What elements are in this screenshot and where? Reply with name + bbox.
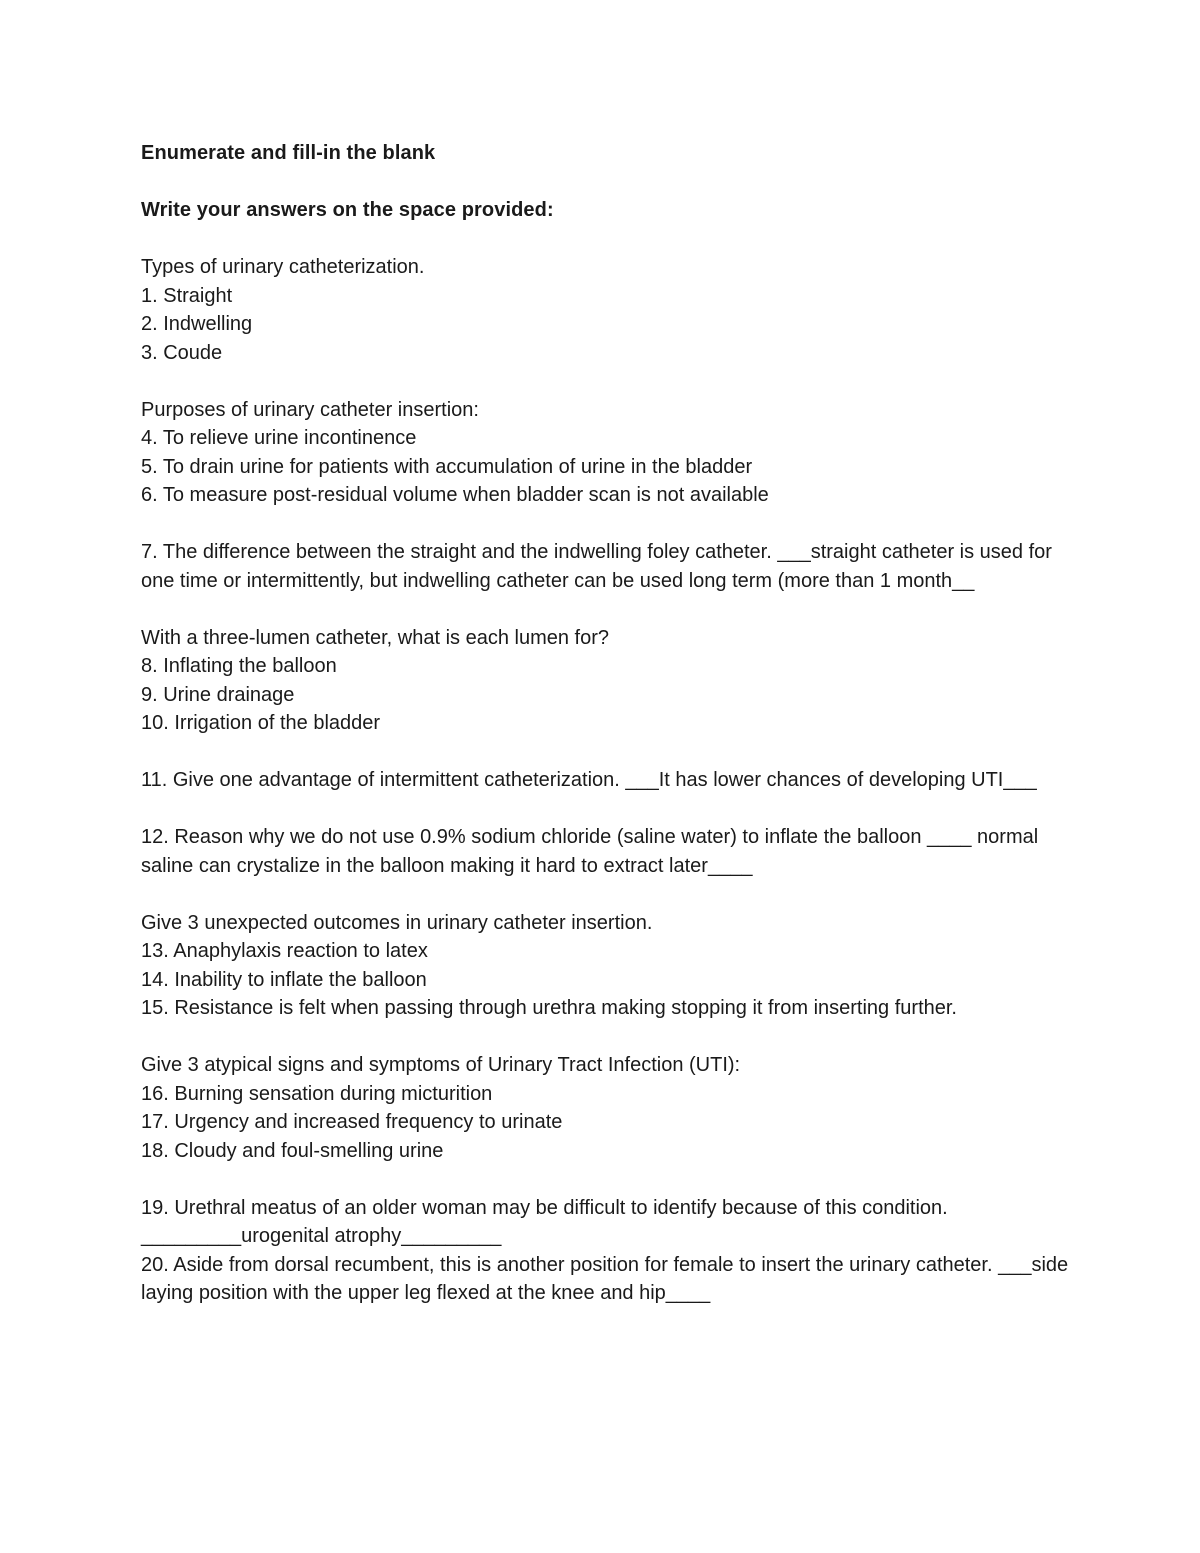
outcomes-prompt: Give 3 unexpected outcomes in urinary catheter insertion. <box>141 911 653 934</box>
list-item: 16. Burning sensation during micturition <box>141 1082 493 1105</box>
list-item: 13. Anaphylaxis reaction to latex <box>141 940 428 962</box>
list-item: 5. To drain urine for patients with accumulation of urine in the bladder <box>141 455 753 478</box>
list-item: 10. Irrigation of the bladder <box>141 712 381 734</box>
list-item: 17. Urgency and increased frequency to urinate <box>141 1111 563 1133</box>
uti-prompt: Give 3 atypical signs and symptoms of Urinary Tract Infection (UTI): <box>141 1054 741 1076</box>
spacer <box>141 595 1071 624</box>
list-item: 14. Inability to inflate the balloon <box>141 968 427 991</box>
spacer <box>141 168 1071 197</box>
list-item: 2. Indwelling <box>141 313 253 335</box>
answer-19: _________urogenital atrophy_________ <box>141 1225 502 1247</box>
question-11: 11. Give one advantage of intermittent catheterization. ___It has lower chances of developing UTI___ <box>141 769 1037 791</box>
list-item: 9. Urine drainage <box>141 683 295 706</box>
list-item: 8. Inflating the balloon <box>141 655 337 677</box>
spacer <box>141 1165 1071 1194</box>
list-item: 1. Straight <box>141 284 233 307</box>
list-item: 6. To measure post-residual volume when bladder scan is not available <box>141 484 769 506</box>
question-20: 20. Aside from dorsal recumbent, this is another position for female to insert the urinary catheter. ___side laying position with the upper leg flexed at the knee and hip____ <box>141 1253 1069 1304</box>
spacer <box>141 225 1071 254</box>
page-title: Enumerate and fill-in the blank <box>141 142 436 164</box>
lumen-prompt: With a three-lumen catheter, what is each lumen for? <box>141 626 610 649</box>
list-item: 4. To relieve urine incontinence <box>141 427 417 449</box>
types-prompt: Types of urinary catheterization. <box>141 256 425 278</box>
list-item: 15. Resistance is felt when passing through urethra making stopping it from inserting further. <box>141 997 957 1019</box>
spacer <box>141 795 1071 824</box>
spacer <box>141 880 1071 909</box>
question-12: 12. Reason why we do not use 0.9% sodium chloride (saline water) to inflate the balloon ____ normal saline can crystalize in the balloon making it hard to extract later____ <box>141 826 1039 877</box>
spacer <box>141 510 1071 539</box>
instructions: Write your answers on the space provided: <box>141 199 554 221</box>
spacer <box>141 738 1071 767</box>
question-19: 19. Urethral meatus of an older woman may be difficult to identify because of this condition. <box>141 1196 948 1219</box>
question-7: 7. The difference between the straight and the indwelling foley catheter. ___straight catheter is used for one time or intermittently, but indwelling catheter can be used long term (more than 1 month__ <box>141 541 1052 592</box>
purposes-prompt: Purposes of urinary catheter insertion: <box>141 398 479 421</box>
list-item: 3. Coude <box>141 341 223 364</box>
document-page <box>141 139 1071 1308</box>
spacer <box>141 1023 1071 1052</box>
list-item: 18. Cloudy and foul-smelling urine <box>141 1139 444 1162</box>
spacer <box>141 367 1071 396</box>
